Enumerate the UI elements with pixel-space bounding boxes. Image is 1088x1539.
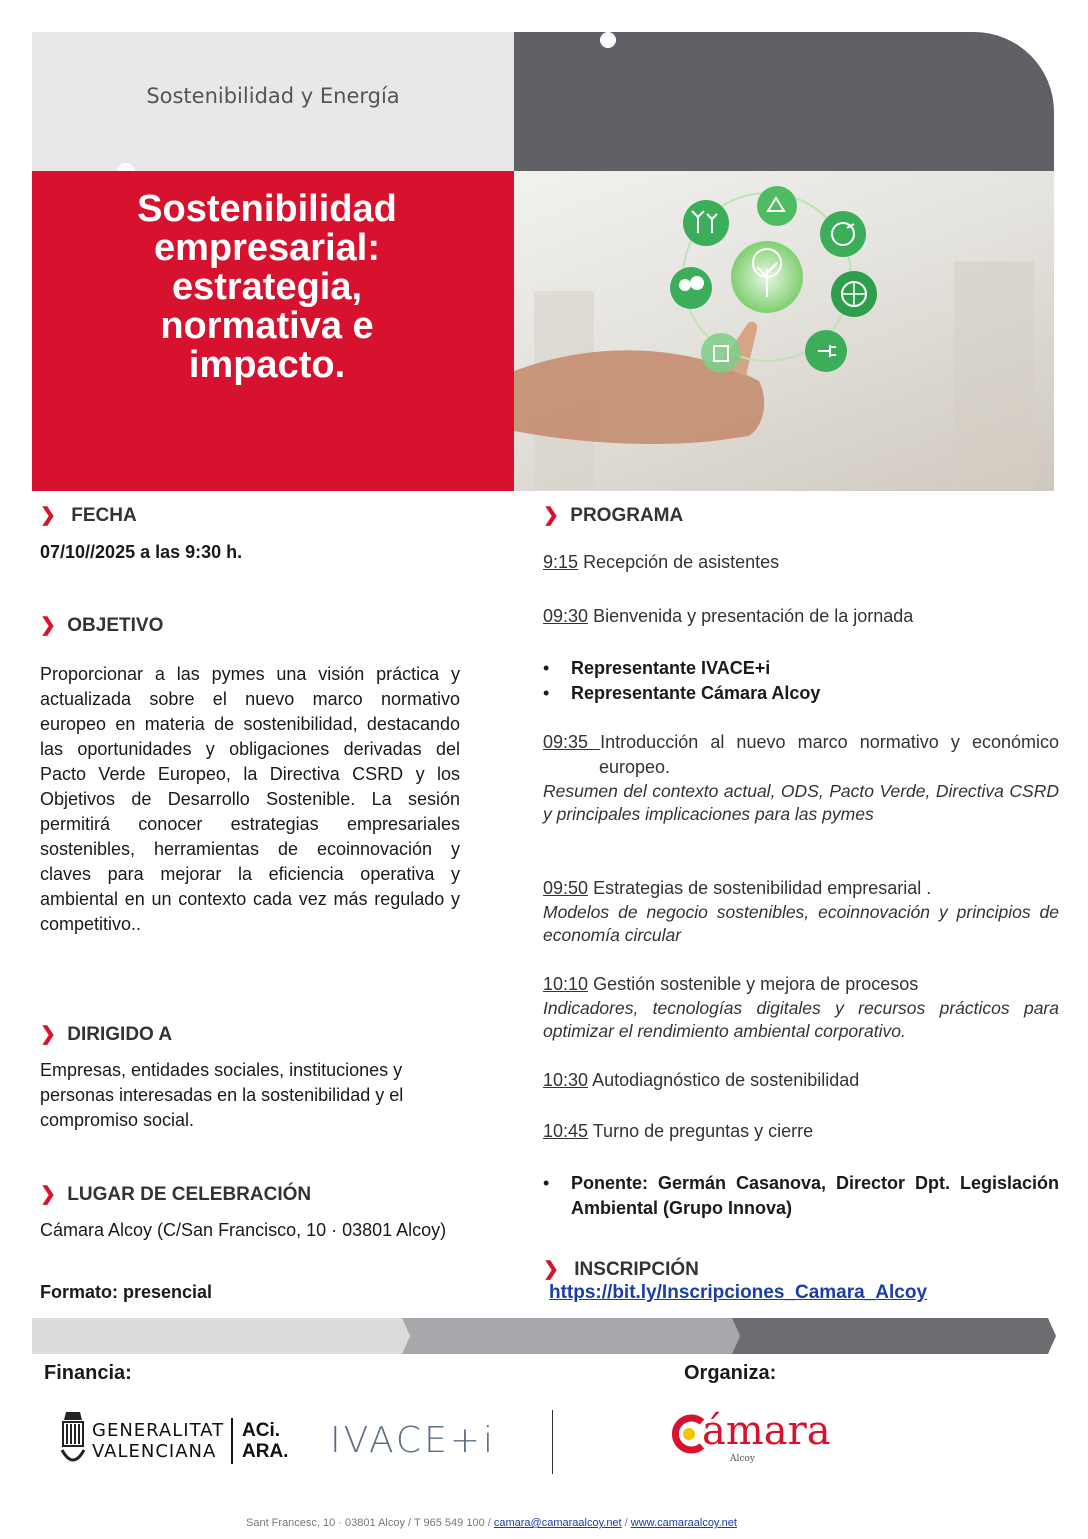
inscripcion-link[interactable]: https://bit.ly/Inscripciones_Camara_Alcoy	[549, 1282, 928, 1303]
representantes-list	[543, 656, 820, 706]
generalitat-logo	[58, 1410, 308, 1474]
footer-contact	[246, 1517, 737, 1529]
program-time: 10:45	[543, 1121, 589, 1141]
generalitat-line: GENERALITAT	[92, 1420, 225, 1441]
chevron-down-icon: ❯	[543, 1259, 559, 1280]
header-dark-panel	[514, 32, 1054, 171]
camara-c-icon	[672, 1414, 706, 1454]
financia-label: Financia:	[44, 1362, 132, 1384]
list-item-label: Representante IVACE+i	[571, 658, 771, 678]
page-title	[32, 190, 502, 385]
programa-heading	[543, 504, 683, 527]
formato-text: Formato: presencial	[40, 1282, 213, 1302]
program-item	[543, 972, 1059, 1043]
coat-of-arms-icon	[58, 1410, 88, 1474]
program-description: Resumen del contexto actual, ODS, Pacto Verde, Directiva CSRD y principales implicaciones para las pymes	[543, 781, 1059, 824]
ivace-logo: IVACE+i	[330, 1420, 496, 1461]
recycle-icon	[757, 186, 797, 226]
recycle-bag-icon	[701, 333, 741, 373]
program-item	[543, 876, 1059, 947]
program-item	[543, 606, 913, 627]
decorative-divider	[32, 1318, 1056, 1354]
fecha-heading-label: FECHA	[71, 505, 137, 526]
program-time: 09:50	[543, 878, 589, 898]
program-item	[543, 730, 1059, 826]
wind-turbine-icon	[683, 200, 729, 246]
inscripcion-heading	[543, 1258, 699, 1281]
fecha-value: 07/10//2025 a las 9:30 h.	[40, 542, 243, 562]
program-title: Recepción de asistentes	[583, 552, 780, 572]
title-line: impacto.	[188, 344, 346, 386]
refresh-icon	[820, 211, 866, 257]
list-item: • Representante Cámara Alcoy	[543, 683, 821, 703]
objetivo-heading-label: OBJETIVO	[67, 615, 164, 636]
program-description: Indicadores, tecnologías digitales y recursos prácticos para optimizar el rendimiento ambiental corporativo.	[543, 998, 1059, 1041]
camara-logo	[672, 1408, 852, 1468]
camara-text: ámara	[702, 1408, 831, 1454]
chevron-down-icon: ❯	[40, 505, 56, 526]
program-title: Estrategias de sostenibilidad empresarial .	[593, 878, 932, 898]
aci-ara-text	[242, 1420, 288, 1462]
lugar-heading-label: LUGAR DE CELEBRACIÓN	[67, 1184, 312, 1205]
program-title: Turno de preguntas y cierre	[592, 1121, 814, 1141]
list-item-label: Representante Cámara Alcoy	[571, 683, 821, 703]
header-image	[514, 171, 1054, 491]
trees-icon	[670, 267, 712, 309]
programa-heading-label: PROGRAMA	[570, 505, 684, 526]
list-item: • Representante IVACE+i	[543, 658, 771, 678]
decorative-dot	[600, 32, 616, 48]
camara-subtext: Alcoy	[730, 1454, 755, 1464]
program-title: Gestión sostenible y mejora de procesos	[593, 974, 919, 994]
footer-address: Sant Francesc, 10 · 03801 Alcoy / T 965 549 100 /	[246, 1517, 494, 1529]
logo-divider	[552, 1410, 553, 1474]
inscripcion-heading-label: INSCRIPCIÓN	[574, 1259, 699, 1280]
organiza-label: Organiza:	[684, 1362, 777, 1384]
ponente: • Ponente: Germán Casanova, Director Dpt. Legislación Ambiental (Grupo Innova)	[543, 1171, 1059, 1221]
aci-line: ACi.	[242, 1420, 280, 1441]
lugar-text: Cámara Alcoy (C/San Francisco, 10 · 03801 Alcoy)	[40, 1220, 447, 1240]
ponente-text: Ponente: Germán Casanova, Director Dpt. Legislación Ambiental (Grupo Innova)	[571, 1173, 1059, 1218]
plug-icon	[805, 330, 847, 372]
chevron-down-icon: ❯	[543, 505, 559, 526]
lugar-heading	[40, 1183, 311, 1206]
program-time: 09:30	[543, 606, 589, 626]
program-item	[543, 552, 779, 573]
program-description: Modelos de negocio sostenibles, ecoinnovación y principios de economía circular	[543, 902, 1059, 945]
chevron-down-icon: ❯	[40, 1024, 56, 1045]
program-time: 9:15	[543, 552, 579, 572]
title-line: Sostenibilidad	[137, 188, 397, 230]
program-item	[543, 1070, 859, 1091]
dirigido-text: Empresas, entidades sociales, instituciones y personas interesadas en la sostenibilidad y el compromiso social.	[40, 1060, 404, 1130]
header-category: Sostenibilidad y Energía	[146, 84, 400, 108]
sustainability-illustration	[514, 171, 1054, 491]
generalitat-line: VALENCIANA	[92, 1441, 217, 1462]
program-title: Bienvenida y presentación de la jornada	[593, 606, 914, 626]
program-time: 10:10	[543, 974, 589, 994]
dirigido-heading-label: DIRIGIDO A	[67, 1024, 173, 1045]
title-line: empresarial:	[153, 227, 380, 269]
logo-divider	[231, 1418, 233, 1464]
generalitat-text	[92, 1420, 224, 1462]
fecha-heading	[40, 504, 137, 527]
objetivo-heading	[40, 614, 163, 637]
program-time: 10:30	[543, 1070, 589, 1090]
footer-email-link[interactable]: camara@camaraalcoy.net	[493, 1517, 622, 1529]
program-title: Autodiagnóstico de sostenibilidad	[592, 1070, 860, 1090]
globe-icon	[831, 271, 877, 317]
program-item	[543, 1121, 813, 1142]
dirigido-heading	[40, 1023, 172, 1046]
title-line: normativa e	[160, 305, 374, 347]
aci-line: ARA.	[242, 1441, 289, 1462]
program-time: 09:35	[543, 732, 601, 752]
objetivo-text: Proporcionar a las pymes una visión práctica y actualizada sobre el nuevo marco normativo europeo en materia de sostenibilidad, destacando las oportunidades y obligaciones derivadas del Pacto Verde Europeo, la Directiva CSRD y los Objetivos de Desarrollo Sostenible. La sesión permitirá conocer estrategias empresariales sostenibles, herramientas de ecoinnovación y claves para mejorar la eficiencia operativa y ambiental en un contexto cada vez más regulado y competitivo..	[40, 664, 460, 934]
program-title: Introducción al nuevo marco normativo y económico europeo.	[599, 732, 1059, 777]
footer-separator: /	[621, 1517, 631, 1529]
chevron-down-icon: ❯	[40, 615, 56, 636]
footer-web-link[interactable]: www.camaraalcoy.net	[630, 1517, 737, 1529]
chevron-down-icon: ❯	[40, 1184, 56, 1205]
title-line: estrategia,	[171, 266, 363, 308]
